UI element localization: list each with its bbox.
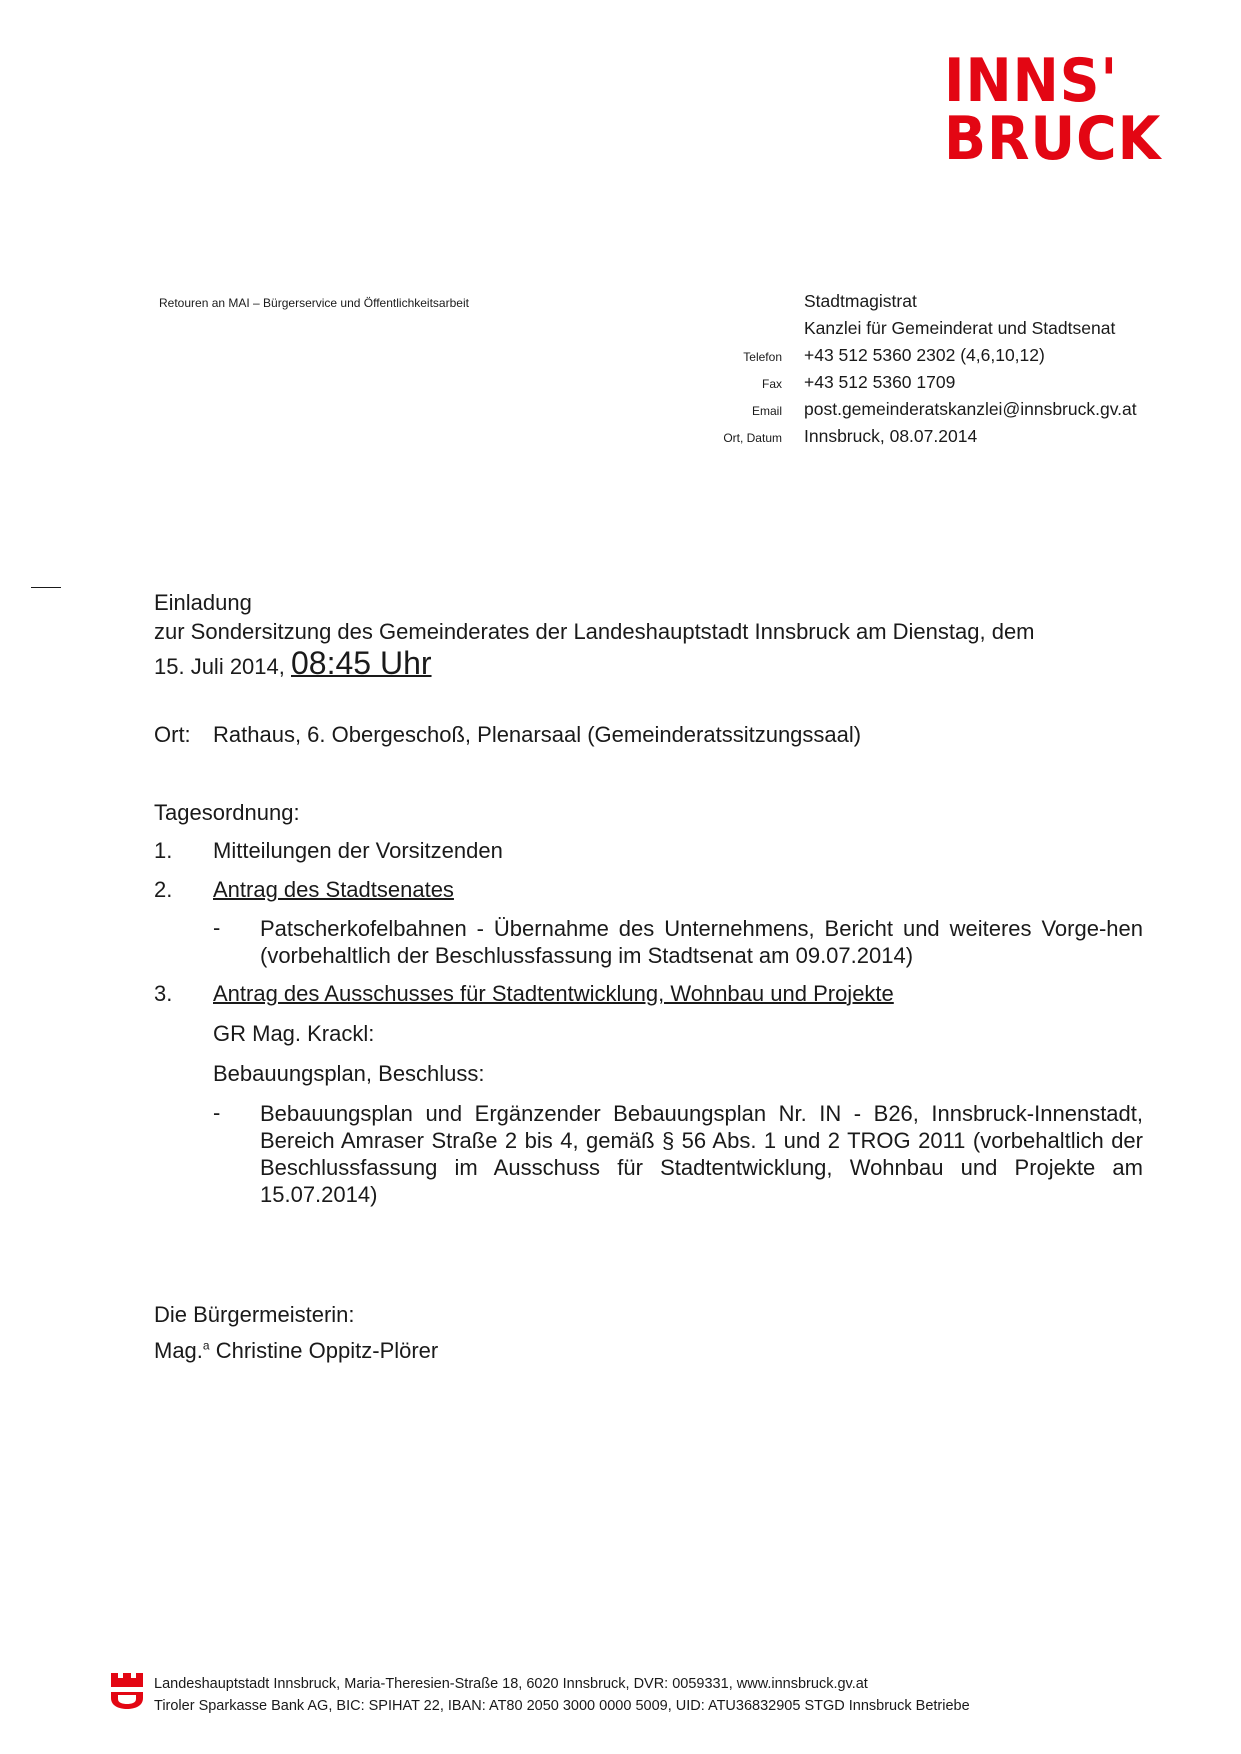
signature-role: Die Bürgermeisterin: [154, 1302, 355, 1327]
logo-line-2: BRUCK [944, 104, 1162, 174]
agenda-item-3-bullet [213, 1100, 1143, 1208]
agenda-item-3-speaker: GR Mag. Krackl: [213, 1021, 375, 1046]
agenda-item-number: 3. [154, 981, 173, 1006]
fax-label: Fax [761, 377, 782, 391]
phone-label: Telefon [743, 350, 782, 364]
date-label: Ort, Datum [723, 431, 782, 445]
date-value: Innsbruck, 08.07.2014 [804, 426, 978, 446]
invitation-block [154, 588, 1144, 684]
fax-value: +43 512 5360 1709 [804, 372, 956, 392]
agenda-item-2 [154, 877, 454, 903]
signature-name-line [154, 1338, 438, 1364]
innsbruck-logo [944, 46, 1190, 178]
contact-date [700, 426, 1220, 453]
contact-block [700, 291, 1220, 453]
signature-title-sup: a [202, 1338, 210, 1353]
invitation-subject: zur Sondersitzung des Gemeinderates der Landeshauptstadt Innsbruck am Dienstag, dem [154, 619, 1035, 644]
location-line [154, 722, 861, 748]
footer-bank: Tiroler Sparkasse Bank AG, BIC: SPIHAT 22, IBAN: AT80 2050 3000 0000 5009, UID: ATU36832905 STGD Innsbruck Betriebe [154, 1698, 970, 1714]
fold-mark [31, 587, 61, 588]
contact-email [700, 399, 1220, 426]
location-label: Ort: [154, 722, 191, 747]
city-crest-icon [110, 1671, 144, 1711]
footer-address: Landeshauptstadt Innsbruck, Maria-Theresien-Straße 18, 6020 Innsbruck, DVR: 0059331, www.innsbruck.gv.at [154, 1676, 868, 1692]
bullet-text: Patscherkofelbahnen - Übernahme des Unternehmens, Bericht und weiteres Vorge-hen (vorbehaltlich der Beschlussfassung im Stadtsenat am 09.07.2014) [260, 916, 1143, 968]
agenda-item-number: 2. [154, 877, 173, 902]
agenda-item-text: Antrag des Ausschusses für Stadtentwicklung, Wohnbau und Projekte [213, 981, 894, 1006]
agenda-item-2-bullet [213, 915, 1143, 969]
signature-name: Christine Oppitz-Plörer [215, 1338, 439, 1363]
location-value: Rathaus, 6. Obergeschoß, Plenarsaal (Gemeinderatssitzungssaal) [213, 722, 862, 747]
contact-phone [700, 345, 1220, 372]
department-name: Stadtmagistrat [804, 291, 917, 311]
agenda-item-text: Antrag des Stadtsenates [213, 877, 454, 902]
phone-value: +43 512 5360 2302 (4,6,10,12) [804, 345, 1045, 365]
bullet-text: Bebauungsplan und Ergänzender Bebauungsplan Nr. IN - B26, Innsbruck-Innenstadt, Bereich Amraser Straße 2 bis 4, gemäß § 56 Abs. 1 und 2 TROG 2011 (vorbehaltlich der Beschlussfassung im Ausschuss für Stadtentwicklung, Wohnbau und Projekte am 15.07.2014) [260, 1101, 1143, 1207]
bullet-dash: - [213, 1100, 221, 1125]
contact-dept-1 [700, 291, 1220, 318]
contact-fax [700, 372, 1220, 399]
invitation-date: 15. Juli 2014, [154, 654, 285, 679]
invitation-time: 08:45 Uhr [291, 645, 432, 681]
invitation-datetime [154, 646, 1144, 684]
invitation-heading: Einladung [154, 590, 252, 615]
footer [154, 1673, 970, 1717]
return-address: Retouren an MAI – Bürgerservice und Öffentlichkeitsarbeit [159, 296, 469, 310]
agenda-title: Tagesordnung: [154, 800, 300, 825]
signature-title: Mag. [154, 1338, 203, 1363]
agenda-item-3 [154, 981, 894, 1007]
agenda-item-1 [154, 838, 503, 864]
agenda-item-number: 1. [154, 838, 173, 863]
email-value[interactable]: post.gemeinderatskanzlei@innsbruck.gv.at [804, 399, 1137, 419]
contact-dept-2 [700, 318, 1220, 345]
agenda-item-3-topic: Bebauungsplan, Beschluss: [213, 1061, 485, 1086]
office-name: Kanzlei für Gemeinderat und Stadtsenat [804, 318, 1116, 338]
bullet-dash: - [213, 915, 221, 940]
agenda-item-text: Mitteilungen der Vorsitzenden [213, 838, 503, 863]
email-label: Email [751, 404, 782, 418]
logo-line-1: INNS' [944, 46, 1119, 116]
